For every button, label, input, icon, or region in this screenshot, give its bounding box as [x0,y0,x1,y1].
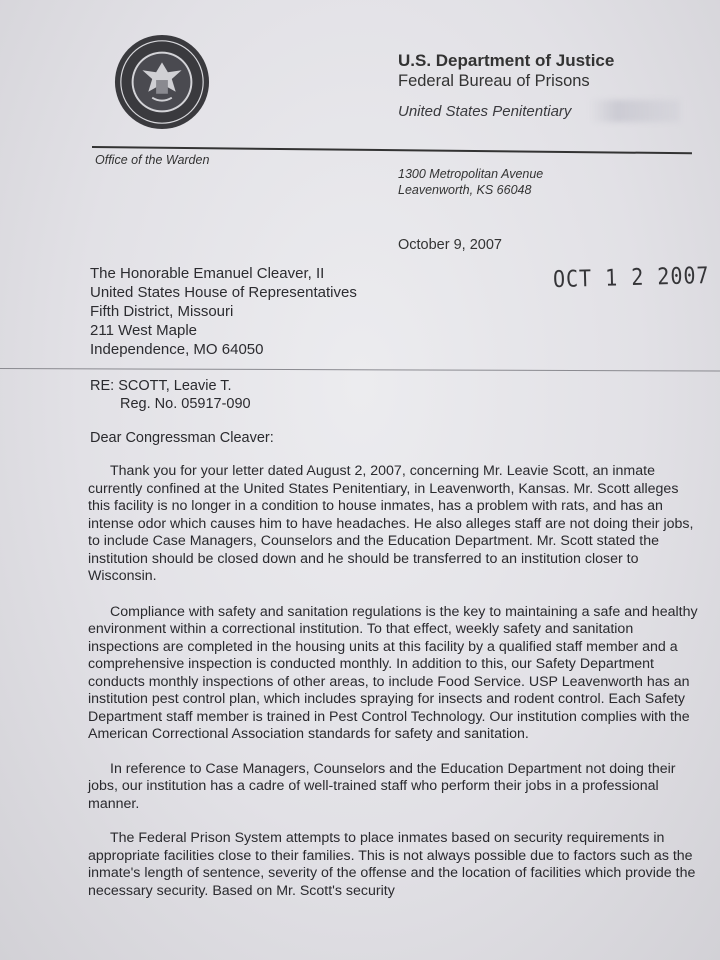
body-paragraph: The Federal Prison System attempts to place inmates based on security requirements in appropriate facilities close to their families. This is not always possible due to factors such as the inmate's length of sentence, severity of the offense and the location of facilities which provide the necessary security. Based on Mr. Scott's security [88,830,696,899]
recipient-address [90,264,357,359]
reg-number: Reg. No. 05917-090 [120,396,251,412]
letter-body [88,463,698,917]
letter-date: October 9, 2007 [398,237,502,253]
address-line: 1300 Metropolitan Avenue [398,167,544,181]
office-label: Office of the Warden [95,153,210,167]
sender-address [398,166,543,198]
subject-reference [90,377,251,413]
recipient-line: United States House of Representatives [90,284,357,301]
address-line: Leavenworth, KS 66048 [398,183,532,197]
recipient-line: Fifth District, Missouri [90,303,234,320]
institution-name: United States Penitentiary [398,103,572,120]
recipient-line: Independence, MO 64050 [90,341,264,358]
body-paragraph: Compliance with safety and sanitation regulations is the key to maintaining a safe and healthy environment within a correctional institution. To that effect, weekly safety and sanitation inspections are completed in the housing units at this facility by a qualified staff member and a comprehensive inspection is conducted monthly. In addition to this, our Safety Department conducts monthly inspections of other areas, to include Food Service. USP Leavenworth has an institution pest control plan, which includes spraying for insects and rodent control. Each Safety Department staff member is trained in Pest Control Technology. Our institution complies with the American Correctional Association standards for safety and sanitation. [88,603,698,742]
body-paragraph: Thank you for your letter dated August 2, 2007, concerning Mr. Leavie Scott, an inmate currently confined at the United States Penitentiary, in Leavenworth, Kansas. Mr. Scott alleges this facility is no longer in a condition to house inmates, has a problem with rats, and has an intense odor which causes him to have headaches. He also alleges staff are not doing their jobs, to include Case Managers, Counselors and the Education Department. Mr. Scott stated the institution should be closed down and he should be transferred to an institution closer to Wisconsin. [88,463,694,584]
recipient-line: The Honorable Emanuel Cleaver, II [90,265,325,282]
body-paragraph: In reference to Case Managers, Counselors and the Education Department not doing their jobs, our institution has a cadre of well-trained staff who perform their jobs in a professional manner. [88,760,676,812]
smudge-mark [590,100,680,122]
bureau-name: Federal Bureau of Prisons [398,72,590,90]
received-date-stamp: OCT 1 2 2007 [552,261,710,293]
department-name: U.S. Department of Justice [398,51,615,70]
re-line: RE: SCOTT, Leavie T. [90,378,232,394]
recipient-line: 211 West Maple [90,322,197,339]
salutation: Dear Congressman Cleaver: [90,430,274,446]
fold-line [0,368,720,372]
letterhead [398,50,614,122]
doj-seal-icon [113,33,211,131]
